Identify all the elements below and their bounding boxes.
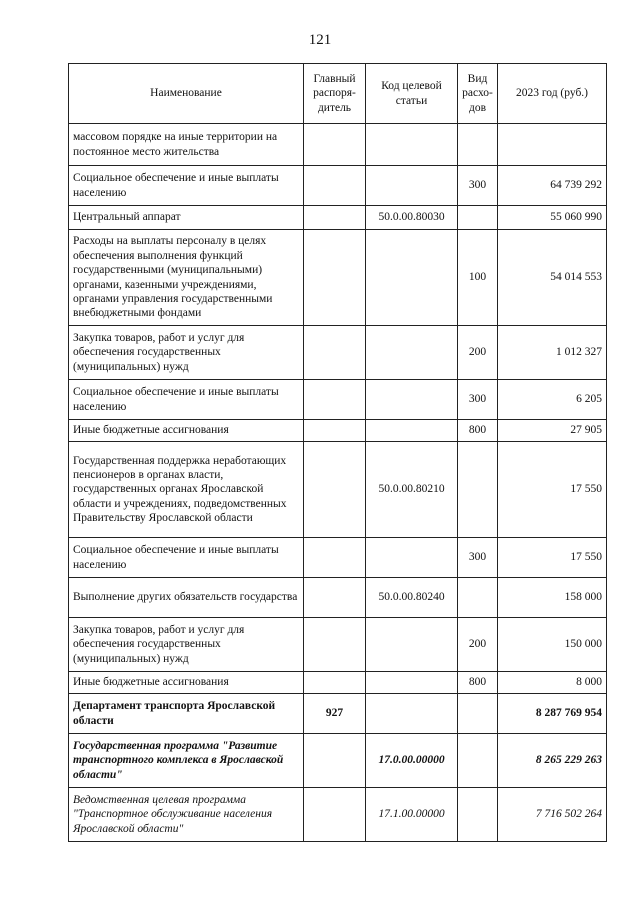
cell-amount: 8 287 769 954 — [498, 694, 607, 734]
cell-code — [366, 538, 458, 578]
cell-code — [366, 618, 458, 672]
cell-manager — [304, 734, 366, 788]
cell-name: Государственная поддержка неработающих пенсионеров в органах власти, государственных органах Ярославской области и учреждениях, подведомственных Правительству Ярославской области — [69, 442, 304, 538]
table-row — [69, 734, 607, 788]
cell-code — [366, 326, 458, 380]
cell-amount: 8 000 — [498, 672, 607, 694]
cell-type — [458, 788, 498, 842]
table-body — [69, 124, 607, 842]
table-row — [69, 672, 607, 694]
cell-amount: 54 014 553 — [498, 230, 607, 326]
cell-name: Закупка товаров, работ и услуг для обеспечения государственных (муниципальных) нужд — [69, 326, 304, 380]
cell-type: 300 — [458, 166, 498, 206]
cell-name: Иные бюджетные ассигнования — [69, 420, 304, 442]
header-manager: Главный распоря-дитель — [304, 64, 366, 124]
table-row — [69, 442, 607, 538]
cell-name: Расходы на выплаты персоналу в целях обеспечения выполнения функций государственными (муниципальными) органами, казенными учреждениями, органами управления государственными внебюджетными фондами — [69, 230, 304, 326]
cell-manager — [304, 672, 366, 694]
page-number: 121 — [308, 32, 332, 48]
cell-code — [366, 420, 458, 442]
cell-name: Социальное обеспечение и иные выплаты населению — [69, 166, 304, 206]
cell-manager — [304, 380, 366, 420]
table-row — [69, 124, 607, 166]
cell-type — [458, 206, 498, 230]
cell-manager — [304, 206, 366, 230]
cell-manager — [304, 420, 366, 442]
cell-amount: 1 012 327 — [498, 326, 607, 380]
cell-type — [458, 578, 498, 618]
cell-name: Социальное обеспечение и иные выплаты населению — [69, 380, 304, 420]
cell-amount — [498, 124, 607, 166]
cell-type — [458, 124, 498, 166]
cell-name: Закупка товаров, работ и услуг для обеспечения государственных (муниципальных) нужд — [69, 618, 304, 672]
cell-type — [458, 694, 498, 734]
table-header-row — [69, 64, 607, 124]
cell-code: 50.0.00.80210 — [366, 442, 458, 538]
cell-type — [458, 442, 498, 538]
cell-type: 200 — [458, 618, 498, 672]
cell-name: Иные бюджетные ассигнования — [69, 672, 304, 694]
cell-code — [366, 166, 458, 206]
cell-type: 800 — [458, 420, 498, 442]
cell-type: 800 — [458, 672, 498, 694]
cell-name: Выполнение других обязательств государства — [69, 578, 304, 618]
cell-manager — [304, 124, 366, 166]
cell-manager — [304, 618, 366, 672]
cell-amount: 8 265 229 263 — [498, 734, 607, 788]
cell-manager — [304, 442, 366, 538]
cell-code: 50.0.00.80240 — [366, 578, 458, 618]
cell-code — [366, 124, 458, 166]
table-row — [69, 380, 607, 420]
table-row — [69, 326, 607, 380]
cell-manager — [304, 230, 366, 326]
cell-code — [366, 380, 458, 420]
table-row — [69, 166, 607, 206]
table-row — [69, 538, 607, 578]
cell-manager — [304, 538, 366, 578]
cell-code: 17.0.00.00000 — [366, 734, 458, 788]
cell-name: Государственная программа "Развитие транспортного комплекса в Ярославской области" — [69, 734, 304, 788]
cell-amount: 27 905 — [498, 420, 607, 442]
cell-amount: 17 550 — [498, 538, 607, 578]
budget-table — [68, 63, 607, 842]
cell-type: 200 — [458, 326, 498, 380]
cell-manager — [304, 788, 366, 842]
cell-amount: 17 550 — [498, 442, 607, 538]
header-year: 2023 год (руб.) — [498, 64, 607, 124]
cell-code: 17.1.00.00000 — [366, 788, 458, 842]
table-row — [69, 788, 607, 842]
cell-name: массовом порядке на иные территории на постоянное место жительства — [69, 124, 304, 166]
cell-type: 300 — [458, 380, 498, 420]
cell-amount: 150 000 — [498, 618, 607, 672]
cell-name: Центральный аппарат — [69, 206, 304, 230]
table-row — [69, 618, 607, 672]
cell-type — [458, 734, 498, 788]
cell-code — [366, 672, 458, 694]
cell-code: 50.0.00.80030 — [366, 206, 458, 230]
cell-type: 300 — [458, 538, 498, 578]
header-name: Наименование — [69, 64, 304, 124]
cell-code — [366, 694, 458, 734]
table-row — [69, 578, 607, 618]
cell-name: Ведомственная целевая программа "Транспортное обслуживание населения Ярославской области" — [69, 788, 304, 842]
table-row — [69, 206, 607, 230]
cell-amount: 7 716 502 264 — [498, 788, 607, 842]
cell-manager — [304, 166, 366, 206]
cell-manager — [304, 578, 366, 618]
cell-manager: 927 — [304, 694, 366, 734]
table-row — [69, 420, 607, 442]
cell-name: Социальное обеспечение и иные выплаты населению — [69, 538, 304, 578]
cell-manager — [304, 326, 366, 380]
cell-code — [366, 230, 458, 326]
cell-amount: 55 060 990 — [498, 206, 607, 230]
cell-amount: 64 739 292 — [498, 166, 607, 206]
table-row — [69, 694, 607, 734]
cell-type: 100 — [458, 230, 498, 326]
table-row — [69, 230, 607, 326]
cell-amount: 158 000 — [498, 578, 607, 618]
header-type: Вид расхо-дов — [458, 64, 498, 124]
cell-amount: 6 205 — [498, 380, 607, 420]
cell-name: Департамент транспорта Ярославской области — [69, 694, 304, 734]
header-code: Код целевой статьи — [366, 64, 458, 124]
